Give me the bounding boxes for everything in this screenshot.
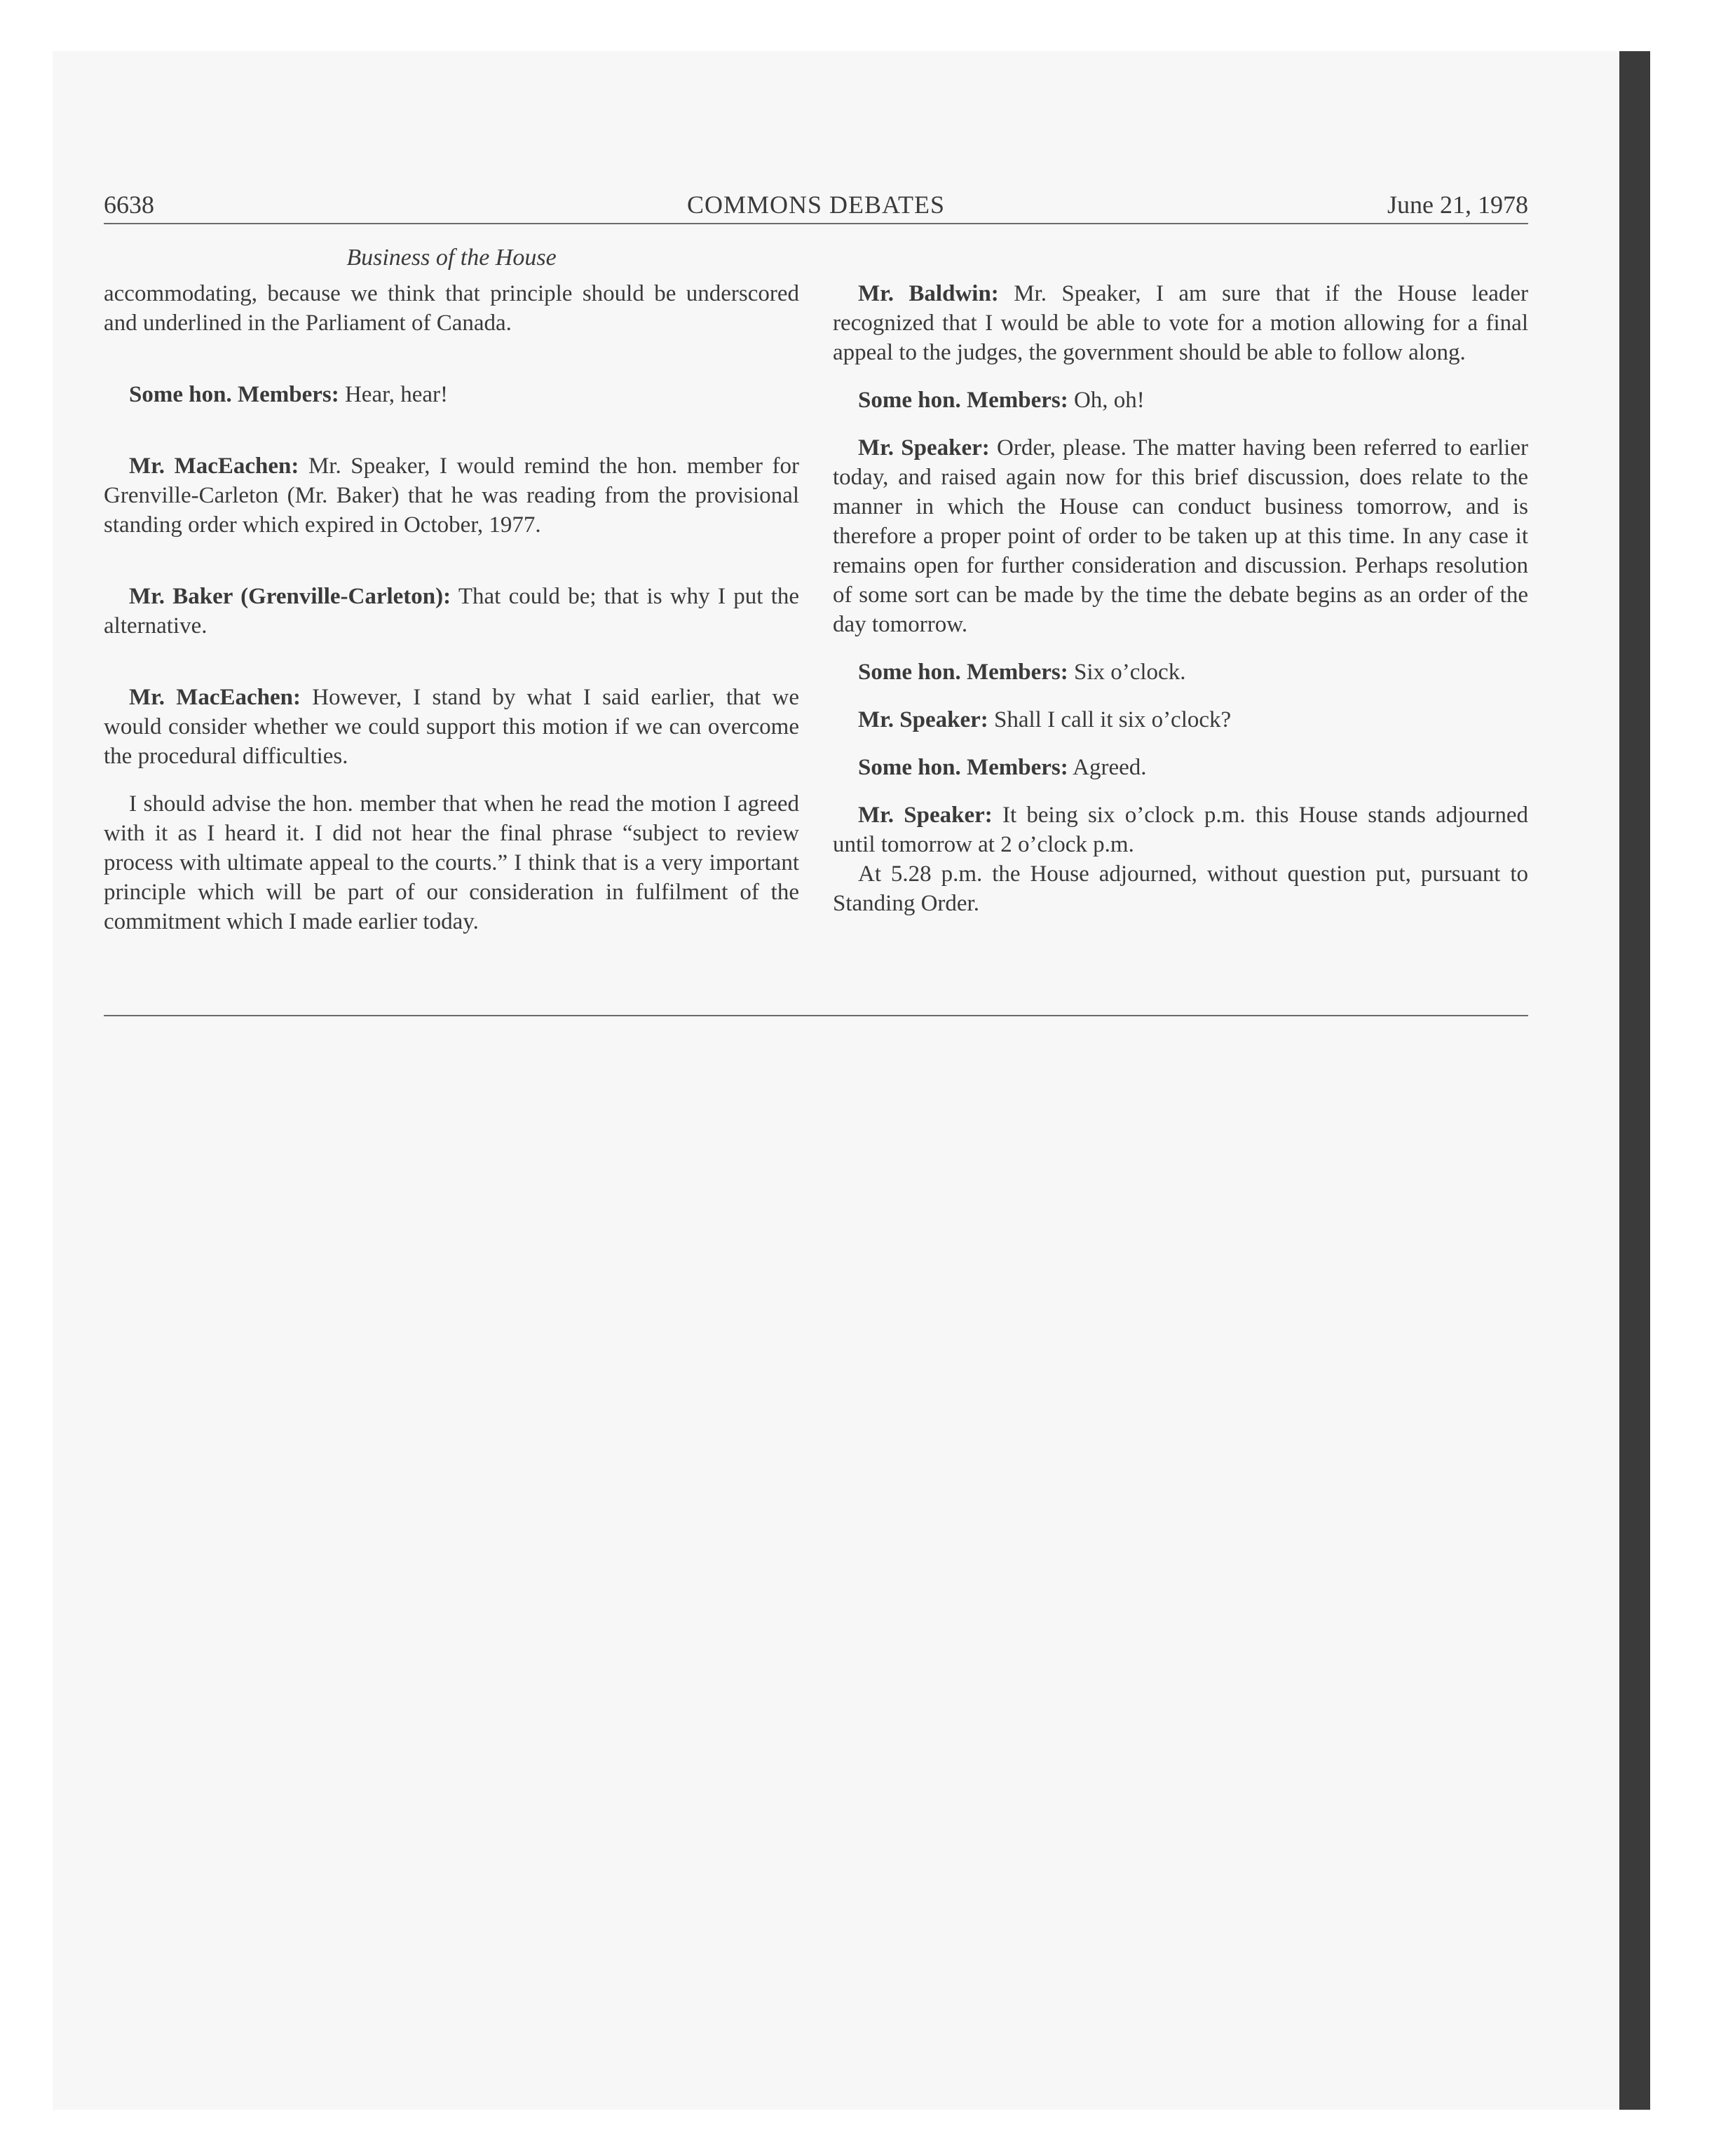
speaker-name: Mr. MacEachen: [129,685,301,710]
speaker-name: Mr. Speaker: [858,435,990,460]
paragraph-text: Shall I call it six o’clock? [994,707,1232,732]
right-column [833,279,1528,918]
paragraph-text: It being six o’clock p.m. this House stands adjourned until tomorrow at 2 o’clock p.m. [833,803,1528,857]
paragraph-text: Agreed. [1073,755,1147,780]
paragraph [833,657,1528,687]
speaker-name: Some hon. Members: [129,382,339,407]
publication-date: June 21, 1978 [1387,191,1528,219]
paragraph-text: Oh, oh! [1073,388,1145,413]
speaker-name: Mr. Baldwin: [858,281,999,306]
header-rule [104,223,1528,224]
paragraph [104,582,799,641]
paragraph-text: At 5.28 p.m. the House adjourned, without question put, pursuant to Standing Order. [833,861,1528,916]
paragraph [104,279,799,338]
paragraph [104,380,799,409]
speaker-name: Mr. Baker (Grenville-Carleton): [129,584,451,609]
paragraph [833,433,1528,639]
paragraph [833,279,1528,367]
paragraph [833,859,1528,918]
page-header [104,189,1528,220]
paragraph-text: However, I stand by what I said earlier, that we would consider whether we could support this motion if we can overcome the procedural difficulties. [104,685,799,769]
paragraph [833,753,1528,782]
speaker-name: Mr. Speaker: [858,707,988,732]
left-column [104,279,799,936]
scan-edge-shadow [1619,51,1650,2110]
paragraph-text: Order, please. The matter having been referred to earlier today, and raised again now for this brief discussion, does relate to the manner in which the House can conduct business tomorrow, and is therefore a proper point of order to be taken up at this time. In any case it remains open for further consideration and discussion. Perhaps resolution of some sort can be made by the time the debate begins as an order of the day tomorrow. [833,435,1528,637]
paragraph-text: I should advise the hon. member that when he read the motion I agreed with it as I heard it. I did not hear the final phrase “subject to review process with ultimate appeal to the courts.” I think that is a very important principle which will be part of our consideration in fulfilment of the commitment which I made earlier today. [104,791,799,934]
speaker-name: Some hon. Members: [858,388,1068,413]
paragraph-text: Mr. Speaker, I would remind the hon. member for Grenville-Carleton (Mr. Baker) that he was reading from the provisional standing order which expired in October, 1977. [104,453,799,538]
paragraph-text: Six o’clock. [1073,660,1186,685]
paragraph-text: accommodating, because we think that principle should be underscored and underlined in the Parliament of Canada. [104,281,799,336]
speaker-name: Some hon. Members: [858,660,1068,685]
publication-title: COMMONS DEBATES [686,191,946,219]
paragraph [833,800,1528,859]
page-number: 6638 [104,191,154,219]
speaker-name: Some hon. Members: [858,755,1068,780]
paragraph [104,451,799,540]
paragraph-text: Mr. Speaker, I am sure that if the House leader recognized that I would be able to vote for a motion allowing for a final appeal to the judges, the government should be able to follow along. [833,281,1528,365]
paragraph [833,386,1528,415]
paragraph [104,683,799,771]
paragraph-text: That could be; that is why I put the alternative. [104,584,800,639]
end-rule [104,1015,1528,1016]
paragraph-text: Hear, hear! [344,382,449,407]
speaker-name: Mr. MacEachen: [129,453,299,479]
section-title: Business of the House [346,245,557,271]
paragraph [833,705,1528,735]
speaker-name: Mr. Speaker: [858,803,993,828]
paragraph [104,789,799,936]
